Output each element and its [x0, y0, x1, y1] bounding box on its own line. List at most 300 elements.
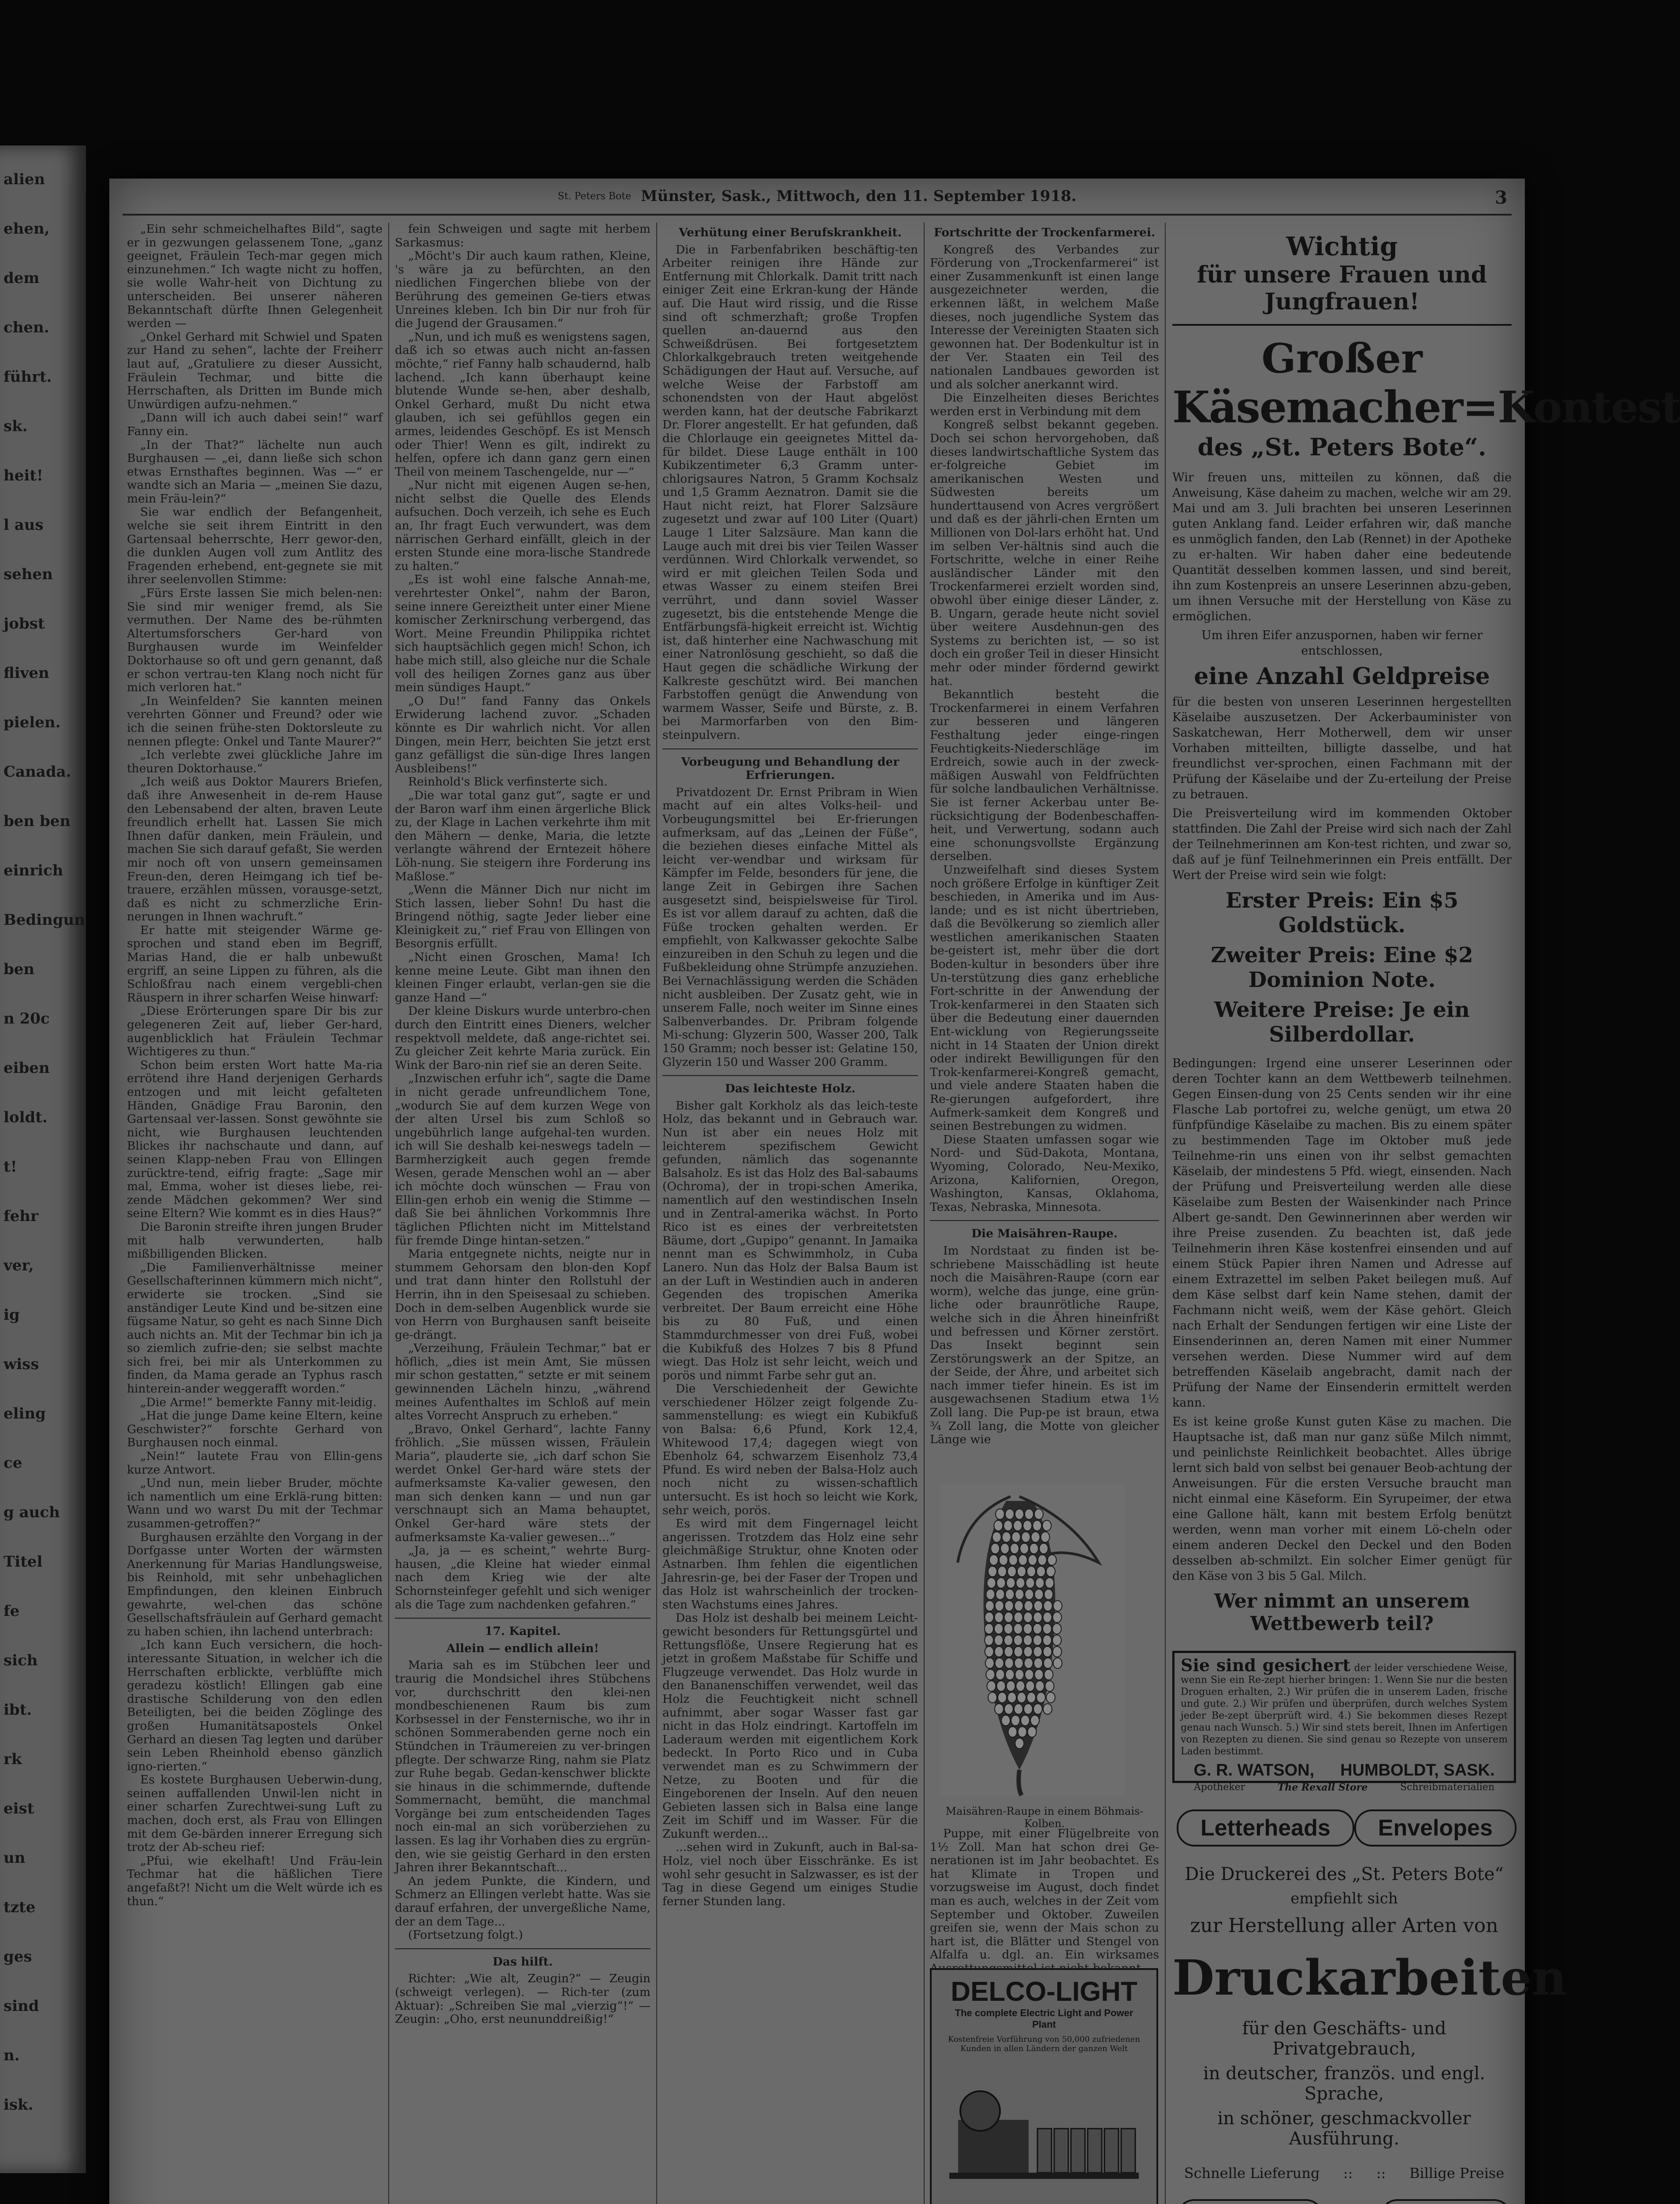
prev-page-fragment: jobst: [4, 615, 45, 633]
article-paragraph: „Nein!“ lautete Frau von Ellin-gens kurze Antwort.: [127, 1449, 383, 1477]
prev-page-fragment: Titel: [4, 1553, 43, 1571]
article-paragraph: Schon beim ersten Wort hatte Ma-ria errötend ihre Hand derjenigen Gerhards entzogen und mit leicht gefalteten Händen, Gnädige Frau Baronin, den Gartensaal ver-lassen. Sonst gewöhnte sie nicht, wie Burghausen leuchtenden Blickes ihr nachschaute und dann, auf seinen Klapp-neben Frau von Ellingen zurücktre-tend, eifrig fragte: „Sage mir mal, Emma, woher ist dieses liebe, rei-zende Mädchen gekommen? Wer sind seine Eltern? Wie kommt es in dies Haus?“: [127, 1058, 383, 1221]
print-line-1: Die Druckerei des „St. Peters Bote“: [1185, 1864, 1504, 1884]
article-paragraph: „Ja, ja — es scheint,“ wehrte Burg-hausen, „die Kleine hat wieder einmal nach dem Krieg wie der alte Schornsteinfeger gefehlt und sich weniger als die Tage zum nachdenken gefahren.“: [395, 1544, 650, 1612]
delco-subtitle: The complete Electric Light and Power Plant: [955, 2007, 1134, 2030]
article-paragraph: Unzweifelhaft sind dieses System noch größere Erfolge in künftiger Zeit beschieden, in Amerika und im Aus-lande; und es ist nicht übertrieben, daß die Bevölkerung so ziemlich aller westlichen amerikanischen Staaten be-geistert ist, mehr über die dort Boden-kultur in besonders über ihre Un-terstützung dies ganz erhebliche Fort-schritte in der Anwendung der Trok-kenfarmerei in den Staaten sich über die Bedeutung einer dauernden Ent-wicklung von Regierungsseite nicht in 14 Staaten der Union direkt oder indirekt Bewilligungen für den Trok-kenfarmerei-Kongreß gemacht, und viele andere Staaten haben die Re-gierungen aufgefordert, ihre Aufmerk-samkeit dem Kongreß und seinen Bestrebungen zu widmen.: [930, 863, 1159, 1133]
corn-kernel: [1034, 1658, 1043, 1668]
page-number: 3: [1495, 187, 1507, 208]
prize-first: Erster Preis: Ein $5 Goldstück.: [1225, 888, 1459, 938]
corn-kernel: [994, 1520, 1003, 1531]
prev-page-fragment: heit!: [4, 467, 43, 484]
corn-kernel: [1000, 1543, 1009, 1554]
corn-kernel: [1038, 1555, 1047, 1565]
generator-illustration: [940, 2054, 1148, 2199]
chapter-heading: 17. Kapitel.: [484, 1624, 561, 1638]
corn-kernel: [1033, 1704, 1042, 1714]
article-paragraph: Puppe, mit einer Flügelbreite von 1½ Zoll. Man hat schon drei Ge-nerationen ist im Jahr beobachtet. Es hat Klimate in Tropen und vorzugsweise im August, doch findet man es auch, welches in der Zeit vom September und Oktober. Zuweilen greifen sie, wenn der Mais schon zu hart ist, die Blätter und Stengel von Alfalfa u. dgl. an. Ein wirksames: [930, 1827, 1159, 1962]
corn-kernel: [1014, 1612, 1023, 1623]
article-paragraph: „Ich kann Euch versichern, die hoch-interessante Situation, in welcher ich die Herrschaften erblickte, verblüffte mich geradezu köstlich! Ellingen gab eine drastische Schilderung von den edlen Beteiligten, bei die beiden Zöglinge des großen Humanitätsapostels Onkel Gerhard an diesen Tag legten und darüber sein Leben Rheinhold ebenso gänzlich igno-rierten.“: [127, 1638, 383, 1773]
column-separator: [656, 223, 657, 2204]
corn-kernel: [991, 1543, 1000, 1554]
corn-kernel: [1017, 1566, 1026, 1577]
article-paragraph: Es kostete Burghausen Ueberwin-dung, seinen auffallenden Unwil-len nicht in einer scharfen Zurechtwei-sung Luft zu machen, doch erst, als Frau von Ellingen mit dem Ge-bärden innerer Erregung sich trotz der Ab-scheu rief:: [127, 1773, 383, 1854]
article-heading: Verhütung einer Berufskrankheit.: [679, 226, 902, 239]
article-paragraph: „Ein sehr schmeichelhaftes Bild“, sagte er in gezwungen gelassenem Tone, „ganz geeignet, Fräulein Tech-mar gegen mich einzunehmen.“ Ich wagte nicht zu hoffen, sie wolle Wahr-heit von Dichtung zu unterscheiden. Bei unserer näheren Bekanntschaft dürfte Ihnen Gelegenheit werden —: [127, 222, 383, 331]
corn-kernel: [1028, 1727, 1037, 1737]
print-shop-ad: [1172, 1809, 1567, 2204]
section-rule: [395, 1948, 650, 1949]
prev-page-fragment: eist: [4, 1800, 34, 1817]
article-heading: Vorbeugung und Behandlung der Erfrierungen.: [681, 755, 899, 782]
corn-kernel: [1044, 1589, 1053, 1600]
corn-kernel: [1021, 1715, 1030, 1726]
corn-kernel: [1014, 1623, 1022, 1634]
article-paragraph: „Bravo, Onkel Gerhard“, lachte Fanny fröhlich. „Sie müssen wissen, Fräulein Maria“, plauderte sie, „ich darf schon Sie werdet Onkel Ger-hard wäre stets der aufmerksamste Ka-valier gewesen, den man sich denken kann — und nun gar verschnaupt sich an Mama behauptet, Onkel Ger-hard wäre stets der aufmerksamste Ka-valier gewesen...“: [395, 1422, 650, 1544]
corn-kernel: [1004, 1623, 1013, 1634]
article-paragraph: „Hat die junge Dame keine Eltern, keine Geschwister?“ forschte Gerhard von Burghausen noch einmal.: [127, 1409, 383, 1450]
article-paragraph: „Möcht's Dir auch kaum rathen, Kleine, 's wäre ja zu befürchten, an den niedlichen Fingerchen bliebe von der Berührung des gemeinen Ge-tiers etwas Unreines kleben. Ich bin Dir nur froh für die Jugend der Grausamen.“: [395, 249, 650, 331]
contest-minister: für die besten von unseren Leserinnen hergestellten Käselaibe auszusetzen. Der Ackerbauminister von Saskatchewan, Herr Motherwell, dem wir unser Vorhaben mitteilten, billigte dasselbe, und hat freundlichst ver-sprochen, einen Fachmann mit der Prüfung der Käselaibe und der Zu-erteilung der Preise zu betrauen.: [1172, 695, 1512, 801]
prev-page-fragment: t!: [4, 1158, 17, 1176]
prev-page-fragment: loldt.: [4, 1109, 48, 1126]
prev-page-fragment: Canada.: [4, 763, 71, 781]
corn-kernel: [1026, 1578, 1034, 1588]
masthead-small: St. Peters Bote: [558, 190, 632, 202]
corn-kernel: [1006, 1681, 1015, 1691]
corn-kernel: [1030, 1543, 1038, 1554]
corn-kernel: [1001, 1715, 1010, 1726]
column-3: [662, 223, 918, 2204]
prev-page-fragment: chen.: [4, 319, 49, 336]
corn-kernel: [1018, 1555, 1027, 1565]
newspaper-page: [109, 179, 1680, 2204]
column-separator: [924, 223, 925, 2204]
prev-page-fragment: un: [4, 1849, 26, 1867]
corn-kernel: [1025, 1669, 1033, 1680]
corn-kernel: [1033, 1612, 1042, 1623]
prev-page-fragment: rk: [4, 1750, 22, 1768]
article-paragraph: fein Schweigen und sagte mit herbem Sarkasmus:: [395, 222, 650, 249]
delco-note: Kostenfreie Vorführung von 50,000 zufriedenen Kunden in allen Ländern der ganzen Welt: [948, 2035, 1141, 2053]
corn-kernel: [1015, 1509, 1024, 1519]
prev-page-fragment: n.: [4, 2047, 20, 2064]
corn-kernel: [985, 1612, 994, 1623]
article-paragraph: „Verzeihung, Fräulein Techmar,“ bat er höflich, „dies ist mein Amt, Sie müssen mir schon gestatten,“ setzte er mit seinem gewinnenden Lächeln hinzu, „während meines Aufenthaltes im Schloß auf mein altes Vorrecht Anspruch zu erheben.“: [395, 1341, 650, 1423]
corn-kernel: [1033, 1635, 1042, 1646]
corn-kernel: [1052, 1623, 1061, 1634]
cheese-contest-ad: [1172, 223, 1680, 1635]
corn-kernel: [1043, 1623, 1052, 1634]
prev-page-fragment: fe: [4, 1602, 20, 1620]
corn-caption: Maisähren-Raupe in einem Böhmais-Kolben.: [945, 1805, 1144, 1830]
corn-kernel: [995, 1601, 1004, 1611]
corn-kernel: [1020, 1543, 1029, 1554]
prev-page-fragment: n 20c: [4, 1010, 50, 1028]
article-paragraph: Maria entgegnete nichts, neigte nur in stummem Gehorsam den blon-den Kopf und trat dann hinter den Rollstuhl der Herrin, ihn in den Speisesaal zu schieben. Doch in dem-selben Augenblick wurde sie von Herrn von Burghausen sanft beiseite ge-drängt.: [395, 1247, 650, 1342]
posters-label: [1380, 2199, 1512, 2204]
section-rule: [662, 748, 918, 749]
corn-kernel: [1015, 1669, 1024, 1680]
article-paragraph: Das Holz ist deshalb bei meinem Leicht-gewicht besonders für Rettungsgürtel und Rettungsflöße, Unsere Regierung hat es jetzt in großem Maßstabe für Schiffe und Flugzeuge verwendet. Das Holz wurde in den Bananenschiffen verwendet, weil das Holz die Feuchtigkeit nicht schnell aufnimmt, aber sogar Wasser fast gar nicht in das Holz eindringt. Kartoffeln im Laderaum werden mit eigentlichem Kork bedeckt. In Porto Rico und in Cuba verwendet man es zu Schwimmern der Netze, zu Booten und für die Eingeborenen der Inseln. Auf den neuen Gebieten lassen sich in Balsa eine lange Zeit im Schiff und im Wasser. Für die Zukunft werden...: [662, 1611, 918, 1841]
article-paragraph: Kongreß selbst bekannt gegeben. Doch sei schon hervorgehoben, daß dieses landwirtschaftliche System das er-folgreiche Gebiet im amerikanischen Westen und Südwesten bereits um hunderttausend von Acres vergrößert und daß es der jährli-chen Ernten um Millionen von Dol-lars erhöht hat. Und im selben Ver-hältnis sind auch die Fortschritte, welche in einer Reihe ausländischer Länder mit den Trockenfarmerei erzielt worden sind, obwohl über einige dieser Länder, z. B. Ungarn, gerade heute nicht soviel über weitere Ausdehnun-gen des Systems zu berichten ist, — so ist doch ein großer Teil in dieser Hinsicht mehr oder minder fördernd gewirkt hat.: [930, 418, 1159, 688]
corn-kernel: [1027, 1692, 1036, 1703]
contest-title-publisher: des „St. Peters Bote“.: [1197, 433, 1487, 461]
battery-cell: [1071, 2129, 1085, 2173]
corn-kernel: [1007, 1692, 1016, 1703]
corn-kernel: [985, 1658, 994, 1668]
prev-page-fragment: eiben: [4, 1059, 50, 1077]
article-paragraph: „Die Arme!“ bemerkte Fanny mit-leidig.: [140, 1395, 377, 1409]
prev-page-fragment: sind: [4, 1997, 39, 2015]
article-paragraph: Privatdozent Dr. Ernst Pribram in Wien macht auf ein altes Volks-heil- und Vorbeugungsmittel bei Er-frierungen aufmerksam, auf das „Leinen der Füße“, die beziehen dieses einfache Mittel als leicht ver-wendbar und wirksam für Kämpfer im Felde, besonders für jene, die lange Zeit in Gebirgen ihre Sachen ausgesetzt sind, beispielsweise für Tirol. Es ist vor allem darauf zu achten, daß die Füße trocken gehalten werden. Er empfiehlt, von Kalkwasser gekochte Salbe einzureiben in den Schuh zu legen und die Fußbekleidung ohne Strümpfe anzuziehen. Bei Vernachlässigung werden die Schäden nicht ausbleiben. Der Zusatz geht, wie in unserem Falle, noch weiter im Sinne eines Salbenverbandes. Dr. Pribram folgende Mi-schung: Glyzerin 500, Wasser 200, Talk 150 Gramm; noch besser ist: Gelatine 150, Glyzerin 150 und Wasser 200 Gramm.: [662, 785, 918, 1069]
print-line-3: zur Herstellung aller Arten von: [1190, 1914, 1498, 1937]
corn-kernel: [985, 1623, 993, 1634]
corn-kernel: [1005, 1601, 1014, 1611]
corn-kernel: [1008, 1727, 1017, 1737]
circulars-label: [1177, 2199, 1323, 2204]
prev-page-fragment: führt.: [4, 368, 52, 386]
watson-pharmacy-ad: [1172, 1651, 1516, 1793]
contest-intro: Wir freuen uns, mitteilen zu können, daß die Anweisung, Käse daheim zu machen, welche wir am 29. Mai und am 3. Juli brachten bei unseren Leserinnen guten Anklang fand. Leider erfahren wir, daß manche es unmöglich fanden, den Lab (Rennet) in der Apotheke zu er-halten. Wir haben daher eine bedeutende Quantität desselben kommen lassen, und sind bereit, ihn zum Kostenpreis an unsere Leserinnen abzu-geben, um ihnen Versuche mit der Herstellung von Käse zu ermöglichen.: [1172, 471, 1512, 623]
corn-kernel: [1028, 1555, 1037, 1565]
article-paragraph: Die in Farbenfabriken beschäftig-ten Arbeiter reinigen ihre Hände zur Entfernung mit Chlorkalk. Damit tritt nach einiger Zeit eine Erkran-kung der Hände auf. Die Haut wird rissig, und die Risse sind oft schmerzhaft; große Tropfen quellen an-dauernd aus den Schweißdrüsen. Bei fortgesetztem Chlorkalkgebrauch treten weitgehende Schädigungen der Haut auf. Versuche, auf welche Weise der Farbstoff am schonendsten von der Haut abgelöst werden kann, hat der deutsche Fabrikarzt Dr. Florer angestellt. Er hat gefunden, daß die Chlorlauge ein geeignetes Mittel da-für bildet. Diese Lauge enthält in 100 Kubikzentimeter 6,3 Gramm unter-chlorigsaures Natron, 5 Gramm Kochsalz und 1,5 Gramm Aeznatron. Damit sie die Haut nicht reizt, hat Florer Salzsäure zugesetzt und zwar auf 100 Liter (Quart) Lauge 1 Liter Salzsäure. Man kann die Lauge auch mit drei bis vier Teilen Wasser verdünnen. Wird Chlorkalk verwendet, so wird er mit gleichen Teilen Soda und etwas Wasser zu einem steifen Brei verrührt, und dann soviel Wasser zugesetzt, bis die entstehende Menge die Entfärbungsfä-higkeit erreicht ist. Wichtig ist, daß hinterher eine Nachwaschung mit einer Natronlösung geschieht, so daß die Haut gegen die schädliche Wirkung der Kalkreste geschützt wird. Bei manchen Farbstoffen genügt die Anwendung von warmem Wasser, Seife und Bürste, z. B. bei Marmorfarben von den Bim-steinpulvern.: [662, 242, 918, 742]
corn-kernel: [1043, 1704, 1052, 1714]
article-paragraph: „Onkel Gerhard mit Schwiel und Spaten zur Hand zu sehen“, lachte der Freiherr laut auf, „Gratuliere zu dieser Aussicht, Fräulein Techmar, und bitte die Herrschaften, als Dritten im Bunde mich Unwürdigen aufzu-nehmen.“: [127, 330, 383, 411]
corn-kernel: [1005, 1589, 1014, 1600]
corn-kernel: [996, 1589, 1004, 1600]
contest-question: Wer nimmt an unserem Wettbewerb teil?: [1214, 1590, 1470, 1635]
corn-kernel: [1043, 1646, 1052, 1657]
corn-kernel: [1004, 1646, 1013, 1657]
prev-page-fragment: l aus: [4, 516, 44, 534]
contest-motivation: Um ihren Eifer anzuspornen, haben wir ferner entschlossen,: [1201, 629, 1483, 658]
corn-kernel: [1025, 1589, 1033, 1600]
prev-page-fragment: ehen,: [4, 220, 50, 238]
corn-kernel: [1004, 1520, 1012, 1531]
article-paragraph: Burghausen erzählte den Vorgang in der Dorfgasse unter Worten der wärmsten Anerkennung für Marias Handlungsweise, bis Reinhold, mit sehr unbehaglichen Empfindungen, den kleinen Einbruch gewahrte, wel-chen das schöne Gesellschaftsfräulein auf Gerhard gemacht zu haben schien, ihn lachend unterbrach:: [127, 1530, 383, 1638]
corn-kernel: [1025, 1509, 1033, 1519]
article-paragraph: „Pfui, wie ekelhaft! Und Fräu-lein Techmar hat die häßlichen Tiere angefaßt?! Nicht um die Welt würde ich es thun.“: [127, 1854, 383, 1908]
corn-kernel: [996, 1669, 1004, 1680]
battery-cell: [1088, 2129, 1102, 2173]
rexall-store: The Rexall Store: [1277, 1782, 1368, 1793]
corn-kernel: [1024, 1704, 1033, 1714]
corn-kernel: [994, 1623, 1003, 1634]
corn-kernel: [1037, 1566, 1045, 1577]
battery-cell: [1121, 2129, 1135, 2173]
corn-kernel: [995, 1612, 1004, 1623]
corn-kernel: [996, 1509, 1004, 1519]
article-paragraph: „Nicht einen Groschen, Mama! Ich kenne meine Leute. Gibt man ihnen den kleinen Finger erlaubt, verlan-gen sie die ganze Hand —“: [395, 950, 650, 1005]
article-paragraph: Bekanntlich besteht die Trockenfarmerei in einem Verfahren zur besseren und längeren Festhaltung jeder einge-ringen Feuchtigkeits-Niederschläge im Erdreich, sowie auch in der zweck-mäßigen Auswahl von Feldfrüchten für solche landbaulichen Verhältnisse. Sie ist ferner Ackerbau unter Be-rücksichtigung der Bodenbeschaffen-heit, und Verwertung, sodann auch eine schonungsvollste Ergänzung derselben.: [930, 688, 1159, 864]
corn-kernel: [1035, 1681, 1044, 1691]
corn-kernel: [1031, 1532, 1040, 1542]
section-rule: [930, 1220, 1159, 1221]
article-heading: Das leichteste Holz.: [725, 1082, 856, 1096]
corn-kernel: [1048, 1555, 1056, 1565]
watson-headline: Sie sind gesichert: [1181, 1655, 1350, 1675]
article-paragraph: „Dann will ich auch dabei sein!“ warf Fanny ein.: [127, 411, 383, 438]
corn-kernel: [1033, 1623, 1042, 1634]
corn-kernel: [1024, 1646, 1033, 1657]
prev-page-fragment: ben: [4, 961, 35, 978]
article-paragraph: (Fortsetzung folgt.): [408, 1928, 523, 1942]
contest-tips: Es ist keine große Kunst guten Käse zu machen. Die Hauptsache ist, daß man nur ganz süße Milch nimmt, und peinlichste Reinlichkeit beobachtet. Alles übrige lernt sich bald von selbst bei genauer Beob-achtung der Anweisungen. Für die ersten Versuche braucht man nicht einmal eine Käseform. Ein Syrupeimer, der etwa eine Gallone hält, kann mit bestem Erfolg benützt werden, wenn man vorher mit einem Lö-cheln oder einem anderen Deckel den Deckel und den Boden desselben ab-schmilzt. Ein solcher Eimer genügt für den Käse von 3 bis 5 Gal. Milch.: [1172, 1415, 1512, 1583]
letterheads-label: Letterheads: [1177, 1809, 1354, 1847]
article-paragraph: Die Verschiedenheit der Gewichte verschiedener Hölzer zeigt folgende Zu-sammenstellung: es wiegt ein Kubikfuß von Balsa: 6,6 Pfund, Kork 12,4, Whitewood 17,4; dagegen wiegt von Ebenholz 64, schwarzem Eisenholz 73,4 Pfund. Es wird neben der Balsa-Holz auch noch nicht zu wissen-schaftlich untersucht. Es ist hoch so leicht wie Kork, sehr weich, porös.: [662, 1382, 918, 1517]
corn-kernel: [1024, 1601, 1033, 1611]
article-paragraph: Bisher galt Korkholz als das leich-teste Holz, das bekannt und in Gebrauch war. Nun ist aber ein neues Holz mit leichterem spezifischem Gewicht gefunden, nämlich das sogenannte Balsaholz. Es ist das Holz des Bal-sabaums (Ochroma), der in tropi-schen Amerika, namentlich auf den westindischen Inseln und in Zentral-amerika wächst. In Porto Rico ist es eines der verbreitetsten Bäume, dort „Gupipo“ genannt. In Jamaika nennt man es Schwimmholz, in Cuba Lanero. Nun das Holz der Balsa Baum ist an der Luft in Westindien auch in anderen Gegenden des tropischen Amerika verbreitet. Der Baum erreicht eine Höhe bis zu 80 Fuß, und einen Stammdurchmesser von drei Fuß, wobei die Kubikfuß des Holzes 7 bis 8 Pfund wiegt. Das Holz ist sehr leicht, weich und porös und nimmt Farbe sehr gut an.: [662, 1098, 918, 1382]
article-paragraph: „Ich weiß aus Doktor Maurers Briefen, daß ihre Anwesenheit in de-rem Hause den Lebensabend der alten, braven Leute freundlich erhellt hat. Lassen Sie mich Ihnen dafür danken, mein Fräulein, und machen Sie sich darauf gefaßt, Sie werden mir noch oft von unsern gemeinsamen Freun-den, deren Heimgang ich tief be-trauere, erzählen müssen, vorausge-setzt, daß es nicht zu schmerzliche Erin-nerungen in Ihnen wachruft.“: [127, 775, 383, 924]
print-separator: ::: [1376, 2165, 1386, 2182]
corn-kernel: [1023, 1623, 1032, 1634]
column-separator: [388, 223, 389, 2204]
print-line-5: in deutscher, französ. und engl. Sprache,: [1203, 2063, 1485, 2104]
corn-kernel: [1015, 1738, 1024, 1749]
page-header: [109, 179, 1525, 214]
article-paragraph: Es wird mit dem Fingernagel leicht angerissen. Trotzdem das Holz eine sehr gleichmäßige Struktur, ohne Knoten oder Astnarben. Ihm fehlen die eigentlichen Jahresrin-ge, bei der Faser der Tropen und das Holz ist wahrscheinlich der trocken-sten Wachstums eines Jahres.: [662, 1517, 918, 1612]
column-1: [127, 223, 383, 2204]
prev-page-fragment: sk.: [4, 417, 28, 435]
watson-name: G. R. WATSON,: [1193, 1761, 1315, 1780]
prev-page-fragment: sich: [4, 1652, 38, 1669]
corn-kernel: [1053, 1601, 1062, 1611]
article-paragraph: „Ich verlebte zwei glückliche Jahre im theuren Doktorhause.“: [127, 748, 383, 775]
prev-page-fragment: ver,: [4, 1257, 34, 1274]
article-paragraph: „Inzwischen erfuhr ich“, sagte die Dame in nicht gerade unfreundlichem Tone, „wodurch Sie auf dem kurzen Wege von der alten Ursel bis zum Schloß so ungebührlich lange aufgehal-ten wurden. ich will Sie deshalb kei-neswegs tadeln — Barmherzigkeit auch gegen fremde Wesen, gerade Menschen wohl an — aber ich möchte doch wünschen — Frau von Ellin-gen erhob ein wenig die Stimme — daß Sie bei ähnlichen Vorkommnis Ihre täglichen Pflichten nicht im Mittelstand für fremde Dinge hintan-setzen.“: [395, 1072, 650, 1247]
corn-kernel: [1043, 1635, 1052, 1646]
prev-page-fragment: Bedingun: [4, 911, 85, 929]
corn-kernel: [995, 1704, 1004, 1714]
delco-title: DELCO-LIGHT: [951, 1977, 1137, 2007]
corn-kernel: [1030, 1715, 1039, 1726]
prev-page-fragment: ben ben: [4, 812, 71, 830]
corn-kernel: [1037, 1692, 1045, 1703]
corn-kernel: [1011, 1715, 1020, 1726]
corn-kernel: [1044, 1601, 1052, 1611]
corn-kernel: [986, 1589, 995, 1600]
article-paragraph: „Es ist wohl eine falsche Annah-me, verehrtester Onkel“, nahm der Baron, seine innere Gereiztheit unter einer Miene komischer Zerknirschung verbergend, das Wort. Meine Freundin Philippika richtet sich hauptsächlich gegen mich! Schon, ich habe mich still, also gleiche nur die Schale voll des heiligen Zornes ganz aus über mein sündiges Haupt.“: [395, 573, 650, 695]
corn-kernel: [1046, 1692, 1055, 1703]
corn-kernel: [1016, 1578, 1025, 1588]
corn-kernel: [1034, 1669, 1043, 1680]
corn-kernel: [985, 1635, 993, 1646]
article-heading: Fortschritte der Trockenfarmerei.: [933, 226, 1156, 239]
corn-kernel: [987, 1681, 996, 1691]
header-rule: [123, 214, 1512, 216]
column-4-lower: [930, 1827, 1159, 1962]
contest-money-prizes: eine Anzahl Geldpreise: [1194, 663, 1490, 690]
corn-kernel: [1013, 1520, 1022, 1531]
corn-kernel: [1026, 1681, 1034, 1691]
corn-kernel: [1012, 1532, 1021, 1542]
corn-kernel: [1005, 1669, 1014, 1680]
article-paragraph: Diese Staaten umfassen sogar wie Nord- und Süd-Dakota, Montana, Wyoming, Colorado, Neu-Mexiko, Arizona, Kalifornien, Oregon, Washington, Kansas, Oklahoma, Texas, Nebraska, Minnesota.: [930, 1132, 1159, 1214]
corn-kernel: [1053, 1646, 1062, 1657]
corn-kernel: [1045, 1681, 1054, 1691]
prev-page-fragment: ig: [4, 1306, 20, 1324]
column-separator: [1165, 223, 1166, 2204]
article-paragraph: „In der That?“ lächelte nun auch Burghausen — „ei, dann ließe sich schon etwas Ernsthaftes beginnen. Was —“ er wandte sich an Maria — „meinen Sie dazu, mein Fräu-lein?“: [127, 438, 383, 506]
article-paragraph: „Die Familienverhältnisse meiner Gesellschafterinnen kümmern mich nicht“, erwiderte sie trocken. „Sind sie anständiger Leute Kind und be-sitzen eine fügsame Natur, so geht es nach Sinne Dich auch nichts an. Mit der Techmar bin ich ja so ziemlich zufrie-den; sie selbst machte sich frei, bei mir als Unterkommen zu finden, da Mama gerade an Typhus rasch hinterein-ander weggerafft worden.“: [127, 1260, 383, 1396]
corn-kernel: [1010, 1543, 1019, 1554]
corn-kernel: [1002, 1532, 1011, 1542]
battery-cell: [1037, 2129, 1052, 2173]
envelopes-label: Envelopes: [1354, 1809, 1516, 1847]
prize-further: Weitere Preise: Je ein Silberdollar.: [1214, 998, 1470, 1047]
corn-kernel: [1004, 1635, 1013, 1646]
corn-kernel: [1005, 1509, 1014, 1519]
contest-conditions: Bedingungen: Irgend eine unserer Leserinnen oder deren Tochter kann an dem Wettbewerb teilnehmen. Gegen Einsen-dung von 25 Cents senden wir ihr eine Flasche Lab portofrei zu, welche genügt, um etwa 20 fünfpfündige Käselaibe zu machen. Bis zu einem später zu bestimmenden Tage im Oktober muß jede Teilnehme-rin uns einen von ihr selbst gemachten Käselaib, der mindestens 5 Pfd. wiegt, einsenden. Nach der Prüfung und Preisverteilung werden alle diese Käselaibe zum Besten der Waisenkinder nach Prince Albert ge-sandt. Den Gewinnerinnen aber werden wir ihre Preise zusenden. Zu beachten ist, daß jede Teilnehmerin ihren Käse kostenfrei einsenden und auf einem Stück Papier ihren Namen und Adresse auf einem Extrazettel im selben Paket beilegen muß. Auf dem Käse selbst darf kein Name stehen, damit der Fachmann nicht weiß, wem der Käse gehört. Gleich nach Erhalt der Sendungen fertigen wir eine Liste der Einsenderinnen an, deren Namen mit einer Nummer versehen werden. Diese Nummer wird auf dem betreffenden Käselaib angebracht, damit nach der Prüfung der Name der Einsenderin ermittelt werden kann.: [1172, 1057, 1512, 1410]
corn-kernel: [1015, 1601, 1023, 1611]
corn-kernel: [1006, 1578, 1015, 1588]
corn-kernel: [987, 1578, 996, 1588]
corn-kernel: [1053, 1658, 1062, 1668]
prev-page-fragment: ges: [4, 1948, 32, 1966]
corn-kernel: [1044, 1669, 1053, 1680]
corn-kernel: [1045, 1578, 1054, 1588]
corn-kernel: [1034, 1589, 1043, 1600]
article-paragraph: „Die war total ganz gut“, sagte er und der Baron warf ihm einen ärgerliche Blick zu, der Klage in Lachen verkehrte ihm mit den Mähern — denke, Maria, die letzte verlangte während der Erntezeit höhere Löh-nung. Sie steigern ihre Forderung ins Maßlose.“: [395, 788, 650, 883]
prev-page-fragment: isk.: [4, 2096, 33, 2114]
prev-page-fragment: sehen: [4, 566, 53, 583]
corn-kernel: [996, 1578, 1005, 1588]
print-line-6: in schöner, geschmackvoller Ausführung.: [1217, 2108, 1471, 2149]
prev-page-fragment: fliven: [4, 664, 49, 682]
corn-kernel: [988, 1692, 997, 1703]
contest-distribution: Die Preisverteilung wird im kommenden Oktober stattfinden. Die Zahl der Preise wird sich nach der Zahl der Teilnehmerinnen am Kon-test richten, und zwar so, daß auf je fünf Teilnehmerinnen ein Preis entfällt. Der Wert der Preise wird sein wie folgt:: [1172, 807, 1512, 882]
corn-kernel: [1044, 1658, 1052, 1668]
corn-kernel: [996, 1681, 1005, 1691]
corn-kernel: [1009, 1555, 1018, 1565]
article-paragraph: „Diese Erörterungen spare Dir bis zur gelegeneren Zeit auf, lieber Ger-hard, augenblicklich hat Fräulein Techmar Wichtigeres zu thun.“: [127, 1004, 383, 1059]
wichtig-title: Wichtig: [1286, 231, 1398, 261]
corn-kernel: [992, 1532, 1001, 1542]
print-line-2: empfiehlt sich: [1290, 1890, 1398, 1907]
article-paragraph: „Und nun, mein lieber Bruder, möchte ich namentlich um eine Erklä-rung bitten: Wann und wo warst Du mit der Techmar zusammen-getroffen?“: [127, 1476, 383, 1530]
prize-second: Zweiter Preis: Eine $2 Dominion Note.: [1211, 943, 1473, 992]
corn-kernel: [1052, 1635, 1061, 1646]
prev-page-fragment: wiss: [4, 1355, 39, 1373]
battery-cell: [1104, 2129, 1119, 2173]
corn-kernel: [998, 1692, 1007, 1703]
watson-text: der leider verschiedene Weise, wenn Sie ein Re-zept hierher bringen: 1. Wenn Sie nur die besten Droguen erhalten, 2.) Wir prüfen die in unserem Laden, frische und gute. 2.) Wir prüfen und überprüfen, durch welches System jeder Be-zept überprüft wird. 4.) Sie bekommen dieses Rezept genau nach Wunsch. 5.) Wir sind stets bereit, Ihnen im Anfertigen von Rezepten zu dienen. Sie sind genau so Rezepte von unserem Laden bestimmt.: [1181, 1663, 1508, 1757]
wichtig-subtitle: für unsere Frauen und Jungfrauen!: [1197, 261, 1487, 315]
corn-ear-illustration: [940, 1483, 1125, 1796]
prev-page-fragment: alien: [4, 171, 45, 188]
corn-kernel: [985, 1646, 994, 1657]
corn-kernel: [1023, 1520, 1032, 1531]
article-paragraph: Im Nordstaat zu finden ist be-schriebene Maisschädling ist heute noch die Maisähren-Raupe (corn ear worm), welche das junge, eine grün-liche oder braunrötliche Raupe, welche sich in die Ähren hineinfrißt und befressen und Körner zerstört. Das Insekt beginnt sein Zerstörungswerk an der Spitze, an der Seide, der Ähre, und arbeitet sich nach immer tiefer hinein. Es ist im ausgewachsenen Stadium etwa 1½ Zoll lang. Die Pup-pe ist braun, etwa ¾ Zoll lang, die Motte von gleicher Länge wie: [930, 1243, 1159, 1447]
corn-kernel: [1014, 1646, 1023, 1657]
article-paragraph: Der kleine Diskurs wurde unterbro-chen durch den Eintritt eines Dieners, welcher respektvoll meldete, daß ange-richtet sei. Zu gleicher Zeit kehrte Maria zurück. Ein Wink der Baro-nin rief sie an deren Seite.: [395, 1004, 650, 1072]
prev-page-fragment: dem: [4, 269, 40, 287]
prev-page-fragment: tzte: [4, 1899, 36, 1916]
prev-page-fragment: fehr: [4, 1207, 38, 1225]
prev-page-fragment: g auch: [4, 1504, 60, 1521]
chapter-subheading: Allein — endlich allein!: [446, 1641, 599, 1655]
article-paragraph: Maria sah es im Stübchen leer und traurig die Mondsichel ihres Stübchens vor, durchschritt den klei-nen mondbeschienenen Raum bis zum Korbsessel in der Fensternische, wo ihr in schönen Sommerabenden gerne noch ein Stündchen in Träumereien zu ver-bringen pflegte. Der schwarze Ring, nahm sie Platz zur Ruhe begab. Gedan-kenschwer blickte sie hinaus in die schimmernde, duftende Sommernacht, bemüht, die manchmal Vorgänge bei zum entscheidenden Tages noch ein-mal an sich vorüberziehen zu lassen. Es lag ihr Vorhaben dies zu ergrün-den, wie sie geistig Gerhard in den ersten Jahren ihrer Bekanntschaft...: [395, 1658, 650, 1875]
corn-kernel: [1039, 1543, 1048, 1554]
corn-kernel: [1007, 1566, 1016, 1577]
prev-page-fragment: pielen.: [4, 714, 61, 731]
watson-town: HUMBOLDT, SASK.: [1340, 1761, 1495, 1780]
article-paragraph: Die Einzelheiten dieses Berichtes werden erst in Verbindung mit dem: [930, 391, 1159, 418]
joke-text: Richter: „Wie alt, Zeugin?“ — Zeugin (schweigt verlegen). — Rich-ter (zum Aktuar): „Schreiben Sie mal „vierzig“!“ — Zeugin: „Oho, erst neununddreißig!“: [395, 1972, 650, 2026]
section-rule: [662, 1075, 918, 1076]
corn-kernel: [985, 1601, 994, 1611]
article-paragraph: ...sehen wird in Zukunft, auch in Bal-sa-Holz, viel noch über Eisschränke. Es ist wohl sehr gesucht in Salzwasser, es ist der Tag in diese Gegend um einiges Studie ferner Stunden lang.: [662, 1840, 918, 1908]
header-dateline: Münster, Sask., Mittwoch, den 11. September 1918.: [641, 187, 1077, 205]
article-paragraph: „Nur nicht mit eigenen Augen se-hen, nicht selbst die Quelle des Elends aufsuchen. Doch verzeih, ich sehe es Euch an, Ihr fragt Euch verwundert, was dem närrischen Gerhard einfällt, gleich in der ersten Stunde eine mora-lische Standrede zu halten.“: [395, 478, 650, 573]
corn-kernel: [1023, 1635, 1032, 1646]
corn-kernel: [1027, 1566, 1036, 1577]
corn-kernel: [1016, 1681, 1025, 1691]
corn-kernel: [1043, 1612, 1052, 1623]
article-paragraph: „Fürs Erste lassen Sie mich belen-nen: Sie sind mir weniger fremd, als Sie vermuthen. Der Name des be-rühmten Altertumsforschers Ger-hard von Burghausen wurde im Weinfelder Doktorhause so oft und gern genannt, daß er schon vertrau-ten Klang noch nicht für mich verloren hat.“: [127, 586, 383, 695]
corn-kernel: [986, 1669, 995, 1680]
corn-kernel: [1015, 1589, 1024, 1600]
corn-kernel: [1022, 1532, 1030, 1542]
prev-page-fragment: ibt.: [4, 1701, 32, 1719]
prev-page-fragment: ce: [4, 1454, 22, 1472]
corn-kernel: [1015, 1658, 1023, 1668]
print-cheap-prices: Billige Preise: [1409, 2165, 1505, 2182]
article-paragraph: „Wenn die Männer Dich nur nicht im Stich lassen, lieber Sohn! Du hast die Bringend nöthig, sagte Jeder lieber eine Kleinigkeit zu,“ rief Frau von Ellingen von Besorgnis erfüllt.: [395, 883, 650, 951]
watson-stationery: Schreibmaterialien: [1400, 1782, 1494, 1793]
corn-kernel: [989, 1555, 998, 1565]
article-paragraph: Reinhold's Blick verfinsterte sich.: [408, 775, 608, 789]
corn-kernel: [1041, 1532, 1050, 1542]
article-paragraph: An jedem Punkte, die Kindern, und Schmerz an Ellingen verlebt hatte. Was sie darauf erfahren, der unvergeßliche Name, der an dem Tage...: [395, 1874, 650, 1928]
corn-kernel: [1033, 1646, 1042, 1657]
corn-kernel: [999, 1555, 1008, 1565]
article-paragraph: „Nun, und ich muß es wenigstens sagen, daß ich so etwas auch nicht an-fassen möchte,“ rief Fanny halb schaudernd, halb lachend. „Ich kann überhaupt keine blutende Wunde se-hen, aber deshalb, Onkel Gerhard, mußt Du nicht etwa glauben, ich sei gefühllos gegen ein armes, leidendes Geschöpf. Es ist Mensch oder Thier! Wenn es gilt, indirekt zu helfen, opfere ich dann ganz gern einen Theil von meinem Taschengelde, nur —“: [395, 330, 650, 479]
article-heading: Die Maisähren-Raupe.: [971, 1227, 1118, 1241]
corn-kernel: [995, 1658, 1004, 1668]
battery-cell: [1054, 2129, 1068, 2173]
corn-kernel: [1004, 1612, 1013, 1623]
print-big-title: Druckarbeiten: [1172, 1949, 1567, 2006]
article-paragraph: Er hatte mit steigender Wärme ge-sprochen und stand eben im Begriff, Marias Hand, die er halb unbewußt ergriff, an seine Lippen zu führen, als die Schloßfrau nach einem vergebli-chen Räuspern in ihrer scharfen Weise hinwarf:: [127, 923, 383, 1005]
corn-kernel: [988, 1566, 997, 1577]
section-rule: [395, 1618, 650, 1619]
corn-kernel: [1024, 1612, 1033, 1623]
corn-kernel: [1046, 1566, 1055, 1577]
corn-kernel: [1034, 1601, 1043, 1611]
corn-kernel: [1042, 1520, 1051, 1531]
previous-page-strip: [0, 145, 86, 2173]
article-paragraph: „O Du!“ fand Fanny das Onkels Erwiderung lachend zuvor. „Schaden könnte es Dir wahrlich nicht. Vor allen Dingen, mein Herr, beichten Sie jetzt erst ganz gefälligst die sün-dige Ihres langen Ausbleibens!“: [395, 694, 650, 775]
corn-kernel: [1024, 1658, 1033, 1668]
corn-kernel: [1004, 1704, 1013, 1714]
corn-kernel: [995, 1646, 1004, 1657]
prev-page-fragment: einrich: [4, 862, 63, 879]
article-paragraph: Sie war endlich der Befangenheit, welche sie seit ihrem Eintritt in den Gartensaal beherrschte, Herr gewor-den, die dunklen Augen voll zum Antlitz des Fragenden erhebend, ent-gegnete sie mit ihrer seelenvollen Stimme:: [127, 505, 383, 587]
prev-page-fragment: eling: [4, 1405, 46, 1422]
print-line-4: für den Geschäfts- und Privatgebrauch,: [1242, 2018, 1446, 2059]
corn-kernel: [1005, 1658, 1014, 1668]
article-paragraph: Die Baronin streifte ihren jungen Bruder mit halb verwunderten, halb mißbilligenden Blicken.: [127, 1220, 383, 1261]
joke-heading: Das hilft.: [492, 1955, 553, 1969]
corn-kernel: [1014, 1704, 1023, 1714]
corn-kernel: [1053, 1612, 1062, 1623]
column-2: [395, 223, 650, 2204]
delco-light-ad: [930, 1968, 1158, 2204]
corn-kernel: [1035, 1578, 1044, 1588]
article-paragraph: „In Weinfelden? Sie kannten meinen verehrten Gönner und Freund? oder wie ich die seinen frühe-sten Doktorsleute zu nennen pflegte: Onkel und Tante Maurer?“: [127, 694, 383, 748]
